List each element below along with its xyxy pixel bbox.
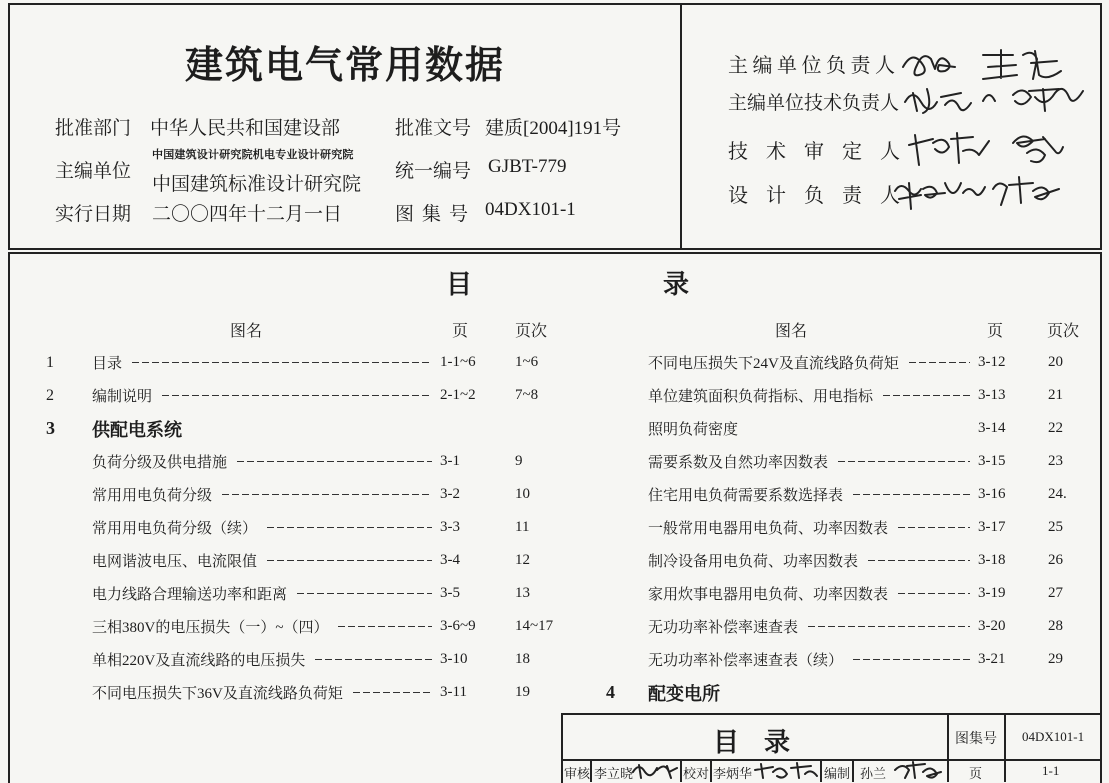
toc-page-range: 23 bbox=[1048, 453, 1063, 469]
toc-page-range: 1~6 bbox=[515, 354, 539, 370]
page-label: 页 bbox=[969, 766, 983, 781]
toc-row bbox=[40, 676, 570, 709]
toc-title: 单位建筑面积负荷指标、用电指标 bbox=[648, 389, 874, 405]
toc-title-cell bbox=[648, 583, 978, 604]
toc-right-column bbox=[600, 346, 1095, 709]
approval-no: 建质[2004]191号 bbox=[485, 118, 622, 139]
toc-title-cell bbox=[648, 451, 978, 472]
toc-page: 3-12 bbox=[978, 354, 1006, 370]
toc-section-title: 供配电系统 bbox=[92, 419, 182, 440]
toc-title: 单相220V及直流线路的电压损失 bbox=[92, 653, 306, 669]
toc-title-cell bbox=[648, 484, 978, 505]
toc-page-range: 25 bbox=[1048, 519, 1063, 535]
review-label: 审核 bbox=[564, 766, 591, 781]
toc-page: 3-14 bbox=[978, 420, 1006, 436]
toc-page: 3-16 bbox=[978, 486, 1006, 502]
toc-title-cell bbox=[92, 583, 440, 604]
leader-dashes bbox=[868, 560, 970, 562]
toc-page: 1-1~6 bbox=[440, 354, 476, 370]
leader-dashes bbox=[853, 659, 970, 661]
toc-title-cell bbox=[648, 550, 978, 571]
right-col-pages-header: 页次 bbox=[1047, 323, 1080, 340]
toc-page: 3-21 bbox=[978, 651, 1006, 667]
left-col-pages-header: 页次 bbox=[515, 323, 548, 340]
toc-title-cell bbox=[92, 682, 440, 703]
leader-dashes bbox=[353, 692, 432, 694]
toc-page: 3-13 bbox=[978, 387, 1006, 403]
toc-title: 常用用电负荷分级 bbox=[92, 488, 213, 504]
leader-dashes bbox=[853, 494, 970, 496]
toc-title: 不同电压损失下36V及直流线路负荷矩 bbox=[92, 686, 343, 702]
toc-title-cell bbox=[92, 550, 440, 571]
toc-title: 无功功率补偿率速查表（续） bbox=[648, 653, 844, 669]
effective-label: 实行日期 bbox=[55, 204, 132, 225]
approval-no-label: 批准文号 bbox=[395, 118, 472, 139]
leader-dashes bbox=[883, 395, 970, 397]
toc-page: 3-2 bbox=[440, 486, 460, 502]
toc-page: 3-15 bbox=[978, 453, 1006, 469]
toc-page-range: 26 bbox=[1048, 552, 1063, 568]
reviewer-name: 李立晓 bbox=[594, 766, 634, 781]
toc-page-range: 28 bbox=[1048, 618, 1063, 634]
toc-row bbox=[600, 577, 1095, 610]
toc-page-range: 11 bbox=[515, 519, 530, 535]
toc-title-cell bbox=[648, 616, 978, 637]
toc-row bbox=[600, 346, 1095, 379]
toc-row bbox=[600, 544, 1095, 577]
editor-line-1: 中国建筑设计研究院机电专业设计研究院 bbox=[152, 149, 354, 161]
signature-design-lead bbox=[895, 177, 1059, 209]
toc-page-range: 13 bbox=[515, 585, 530, 601]
header-signatures bbox=[683, 5, 1100, 248]
toc-left-column bbox=[40, 346, 570, 709]
toc-page-range: 20 bbox=[1048, 354, 1063, 370]
toc-page: 3-10 bbox=[440, 651, 468, 667]
toc-title: 家用炊事电器用电负荷、功率因数表 bbox=[648, 587, 889, 603]
toc-page-range: 24. bbox=[1048, 486, 1067, 502]
compile-label: 编制 bbox=[824, 766, 851, 781]
leader-dashes bbox=[132, 362, 432, 364]
toc-page: 3-11 bbox=[440, 684, 467, 700]
title-block-signatures bbox=[561, 760, 1102, 782]
title-block-atlas-no: 04DX101-1 bbox=[1022, 729, 1085, 744]
toc-title: 常用用电负荷分级（续） bbox=[92, 521, 258, 537]
signature-chief-unit-tech-head bbox=[905, 89, 1083, 113]
toc-row bbox=[600, 511, 1095, 544]
approval-dept-label: 批准部门 bbox=[55, 118, 132, 139]
toc-page: 3-3 bbox=[440, 519, 460, 535]
leader-dashes bbox=[267, 560, 432, 562]
effective-date: 二〇〇四年十二月一日 bbox=[152, 204, 343, 225]
check-label: 校对 bbox=[683, 766, 710, 781]
header-divider bbox=[680, 3, 682, 250]
toc-page-range: 22 bbox=[1048, 420, 1063, 436]
toc-number: 1 bbox=[46, 353, 54, 371]
toc-page-range: 9 bbox=[515, 453, 523, 469]
toc-row bbox=[40, 577, 570, 610]
leader-dashes bbox=[898, 593, 970, 595]
toc-title-cell bbox=[648, 418, 978, 439]
toc-number: 2 bbox=[46, 386, 54, 404]
toc-title-cell bbox=[92, 385, 440, 406]
title-block-atlas-label: 图集号 bbox=[955, 732, 997, 747]
toc-page: 3-4 bbox=[440, 552, 460, 568]
right-col-title-header: 图名 bbox=[775, 323, 808, 340]
toc-page-range: 29 bbox=[1048, 651, 1063, 667]
left-col-page-header: 页 bbox=[452, 323, 469, 340]
toc-row bbox=[600, 610, 1095, 643]
atlas-no-label: 图集号 bbox=[395, 204, 477, 225]
toc-title: 电力线路合理输送功率和距离 bbox=[92, 587, 288, 603]
leader-dashes bbox=[162, 395, 432, 397]
toc-title-cell bbox=[648, 517, 978, 538]
toc-title: 照明负荷密度 bbox=[648, 422, 739, 438]
toc-title-cell bbox=[92, 352, 440, 373]
toc-title-cell bbox=[648, 649, 978, 670]
toc-page-range: 12 bbox=[515, 552, 530, 568]
toc-row bbox=[40, 544, 570, 577]
toc-page: 3-19 bbox=[978, 585, 1006, 601]
toc-page: 3-5 bbox=[440, 585, 460, 601]
document-title: 建筑电气常用数据 bbox=[184, 45, 505, 87]
toc-page-range: 7~8 bbox=[515, 387, 539, 403]
toc-title: 无功功率补偿率速查表 bbox=[648, 620, 799, 636]
toc-row bbox=[40, 379, 570, 412]
signature-chief-unit-head bbox=[903, 50, 1061, 79]
atlas-no: 04DX101-1 bbox=[485, 199, 576, 220]
toc-title-cell bbox=[92, 484, 440, 505]
left-col-title-header: 图名 bbox=[230, 323, 263, 340]
toc-section-number: 3 bbox=[46, 418, 55, 438]
leader-dashes bbox=[297, 593, 432, 595]
toc-title: 三相380V的电压损失（一）~（四） bbox=[92, 620, 329, 636]
toc-row bbox=[600, 412, 1095, 445]
toc-page-range: 10 bbox=[515, 486, 530, 502]
toc-title: 需要系数及自然功率因数表 bbox=[648, 455, 829, 471]
signature-compiler bbox=[895, 762, 941, 778]
toc-page: 2-1~2 bbox=[440, 387, 476, 403]
toc-title: 电网谐波电压、电流限值 bbox=[92, 554, 258, 570]
leader-dashes bbox=[315, 659, 432, 661]
toc-row bbox=[600, 445, 1095, 478]
approval-dept: 中华人民共和国建设部 bbox=[150, 118, 341, 139]
chief-unit-head-label: 主编单位负责人 bbox=[728, 55, 900, 77]
toc-row bbox=[600, 379, 1095, 412]
leader-dashes bbox=[267, 527, 432, 529]
toc-row bbox=[40, 610, 570, 643]
toc-page: 3-1 bbox=[440, 453, 460, 469]
toc-row bbox=[40, 511, 570, 544]
toc-page: 3-6~9 bbox=[440, 618, 476, 634]
toc-section-number: 4 bbox=[606, 682, 615, 702]
title-block-title: 目录 bbox=[713, 728, 816, 757]
editor-line-2: 中国建筑标准设计研究院 bbox=[152, 174, 362, 195]
toc-page-range: 21 bbox=[1048, 387, 1063, 403]
leader-dashes bbox=[222, 494, 432, 496]
toc-title-cell bbox=[92, 649, 440, 670]
signature-technical-approver bbox=[909, 133, 1063, 165]
toc-title-cell bbox=[92, 616, 440, 637]
signature-checker bbox=[755, 763, 817, 778]
leader-dashes bbox=[909, 362, 970, 364]
toc-page-range: 27 bbox=[1048, 585, 1063, 601]
editor-label: 主编单位 bbox=[55, 161, 132, 182]
page-number: 1-1 bbox=[1042, 763, 1060, 778]
leader-dashes bbox=[808, 626, 970, 628]
toc-title: 一般常用电器用电负荷、功率因数表 bbox=[648, 521, 889, 537]
toc-title-cell bbox=[648, 385, 978, 406]
right-col-page-header: 页 bbox=[987, 323, 1004, 340]
leader-dashes bbox=[237, 461, 432, 463]
toc-page: 3-20 bbox=[978, 618, 1006, 634]
toc-title: 制冷设备用电负荷、功率因数表 bbox=[648, 554, 859, 570]
leader-dashes bbox=[338, 626, 432, 628]
design-lead-label: 设计负责人 bbox=[728, 185, 918, 207]
toc-page: 3-17 bbox=[978, 519, 1006, 535]
toc-title: 住宅用电负荷需要系数选择表 bbox=[648, 488, 844, 504]
toc-row bbox=[40, 643, 570, 676]
toc-section-row bbox=[40, 412, 570, 445]
toc-row bbox=[40, 445, 570, 478]
toc-page: 3-18 bbox=[978, 552, 1006, 568]
unified-no: GJBT-779 bbox=[488, 156, 567, 177]
toc-section-row bbox=[600, 676, 1095, 709]
toc-page-range: 18 bbox=[515, 651, 530, 667]
toc-title: 不同电压损失下24V及直流线路负荷矩 bbox=[648, 356, 899, 372]
toc-heading: 目录 bbox=[446, 270, 881, 299]
toc-page-range: 19 bbox=[515, 684, 530, 700]
leader-dashes bbox=[898, 527, 970, 529]
chief-unit-tech-head-label: 主编单位技术负责人 bbox=[728, 93, 900, 114]
toc-title: 负荷分级及供电措施 bbox=[92, 455, 228, 471]
toc-row bbox=[600, 643, 1095, 676]
technical-approver-label: 技术审定人 bbox=[728, 141, 918, 163]
toc-title: 编制说明 bbox=[92, 389, 153, 405]
toc-page-range: 14~17 bbox=[515, 618, 554, 634]
signature-reviewer bbox=[633, 765, 677, 778]
leader-dashes bbox=[838, 461, 970, 463]
toc-title: 目录 bbox=[92, 356, 123, 372]
compiler-name: 孙兰 bbox=[860, 766, 887, 781]
toc-title-cell bbox=[92, 451, 440, 472]
unified-no-label: 统一编号 bbox=[395, 161, 472, 182]
toc-title-cell bbox=[648, 352, 978, 373]
toc-section-title: 配变电所 bbox=[648, 683, 720, 704]
toc-row bbox=[40, 346, 570, 379]
toc-row bbox=[600, 478, 1095, 511]
toc-title-cell bbox=[92, 517, 440, 538]
checker-name: 李炳华 bbox=[713, 766, 753, 781]
toc-row bbox=[40, 478, 570, 511]
